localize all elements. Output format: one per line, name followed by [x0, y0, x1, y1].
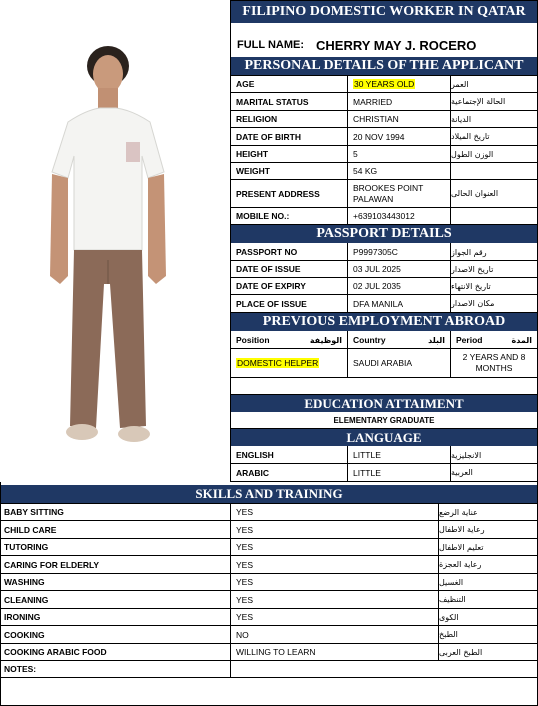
- skill-label: COOKING ARABIC FOOD: [4, 647, 107, 657]
- personal-value: MARRIED: [353, 96, 393, 107]
- skill-arabic: الكوى: [439, 612, 459, 622]
- employment-position: [231, 349, 347, 377]
- applicant-photo: [38, 44, 178, 446]
- skill-value: YES: [236, 559, 254, 570]
- position-header-arabic: الوظيفة: [309, 335, 342, 345]
- skill-value: YES: [236, 507, 254, 517]
- skill-arabic: الغسيل: [439, 577, 464, 587]
- position-column-header: [231, 332, 347, 348]
- personal-label: RELIGION: [236, 114, 278, 124]
- skill-label: TUTORING: [4, 542, 49, 552]
- age-highlight: 30 YEARS OLD: [354, 79, 415, 89]
- personal-arabic: تاريخ الميلاد: [451, 132, 490, 141]
- skill-value: YES: [236, 612, 254, 622]
- form-title: FILIPINO DOMESTIC WORKER IN QATAR: [231, 1, 537, 23]
- position-highlight: DOMESTIC HELPER: [237, 358, 319, 368]
- skill-arabic: الطبخ: [439, 630, 458, 639]
- personal-value: CHRISTIAN: [353, 114, 399, 124]
- passport-label: PLACE OF ISSUE: [236, 298, 307, 309]
- employment-country: SAUDI ARABIA: [353, 358, 413, 368]
- personal-label: MOBILE NO.:: [236, 211, 290, 221]
- country-header-label: Country: [353, 335, 386, 345]
- full-name-label: FULL NAME:: [237, 39, 305, 51]
- personal-arabic: [451, 163, 537, 179]
- previous-employment-header: PREVIOUS EMPLOYMENT ABROAD: [231, 313, 537, 331]
- skill-label: IRONING: [4, 612, 41, 622]
- skill-arabic: تعليم الاطفال: [439, 542, 484, 552]
- personal-value: 5: [353, 149, 358, 159]
- full-name-value: CHERRY MAY J. ROCERO: [316, 37, 477, 53]
- skill-label: CLEANING: [4, 594, 49, 605]
- personal-label: HEIGHT: [236, 149, 269, 159]
- personal-value: 54 KG: [353, 166, 378, 176]
- period-header-label: Period: [456, 335, 483, 345]
- skill-value: YES: [236, 524, 254, 535]
- passport-arabic: رقم الجواز: [451, 247, 487, 257]
- country-column-header: [348, 332, 450, 348]
- employment-period: 2 YEARS AND 8 MONTHS: [462, 352, 526, 373]
- skill-label: BABY SITTING: [4, 507, 64, 517]
- skill-label: CARING FOR ELDERLY: [4, 559, 100, 570]
- personal-value: +639103443012: [353, 211, 415, 221]
- personal-arabic: [451, 208, 537, 224]
- personal-arabic: الحالة الإجتماعية: [451, 97, 506, 106]
- passport-value: 03 JUL 2025: [353, 264, 401, 274]
- passport-value: 02 JUL 2035: [353, 281, 401, 291]
- skill-arabic: الطبخ العربى: [439, 647, 483, 657]
- personal-details-header: PERSONAL DETAILS OF THE APPLICANT: [231, 57, 537, 75]
- personal-arabic: الديانة: [451, 114, 472, 124]
- personal-label: PRESENT ADDRESS: [236, 188, 320, 199]
- language-label: ENGLISH: [236, 450, 274, 460]
- personal-arabic: العنوان الحالى: [451, 189, 499, 198]
- position-header-label: Position: [236, 335, 270, 345]
- language-arabic: العربية: [451, 468, 473, 477]
- language-label: ARABIC: [236, 467, 270, 478]
- skill-arabic: رعاية الاطفال: [439, 525, 485, 534]
- skills-header: SKILLS AND TRAINING: [1, 485, 537, 503]
- passport-value: P9997305C: [353, 247, 398, 257]
- passport-label: PASSPORT NO: [236, 247, 298, 257]
- passport-label: DATE OF EXPIRY: [236, 281, 306, 291]
- passport-label: DATE OF ISSUE: [236, 264, 301, 274]
- passport-arabic: تاريخ الاصدار: [451, 264, 494, 274]
- education-header: EDUCATION ATTAIMENT: [231, 395, 537, 412]
- language-level: LITTLE: [353, 450, 381, 460]
- skill-arabic: عناية الرضع: [439, 507, 478, 517]
- passport-value: DFA MANILA: [353, 298, 404, 309]
- skill-value: NO: [236, 629, 249, 640]
- full-name-row: [231, 35, 537, 55]
- country-header-arabic: البلد: [428, 335, 445, 345]
- personal-label: AGE: [236, 79, 255, 89]
- period-column-header: [451, 332, 537, 348]
- skill-arabic: رعاية العجزة: [439, 560, 482, 569]
- personal-value: [348, 76, 450, 92]
- language-arabic: الانجليزية: [451, 450, 482, 460]
- personal-label: WEIGHT: [236, 166, 270, 176]
- personal-label: MARITAL STATUS: [236, 96, 309, 107]
- passport-details-header: PASSPORT DETAILS: [231, 225, 537, 243]
- notes-label: NOTES:: [4, 664, 37, 674]
- passport-arabic: تاريخ الانتهاء: [451, 281, 491, 291]
- personal-value: BROOKES POINT PALAWAN: [353, 182, 424, 204]
- skill-arabic: التنظيف: [439, 595, 466, 604]
- skill-value: YES: [236, 594, 254, 605]
- language-level: LITTLE: [353, 467, 381, 478]
- personal-value: 20 NOV 1994: [353, 131, 405, 142]
- skill-value: WILLING TO LEARN: [236, 647, 316, 657]
- personal-label: DATE OF BIRTH: [236, 131, 302, 142]
- language-header: LANGUAGE: [231, 429, 537, 446]
- skill-value: YES: [236, 577, 254, 587]
- education-value: ELEMENTARY GRADUATE: [333, 415, 435, 425]
- skill-label: COOKING: [4, 629, 45, 640]
- period-header-arabic: المدة: [511, 335, 532, 345]
- personal-arabic: الوزن الطول: [451, 149, 494, 159]
- skill-label: WASHING: [4, 577, 45, 587]
- passport-arabic: مكان الاصدار: [451, 299, 495, 308]
- personal-arabic: العمر: [451, 79, 469, 89]
- skill-label: CHILD CARE: [4, 524, 57, 535]
- skill-value: YES: [236, 542, 254, 552]
